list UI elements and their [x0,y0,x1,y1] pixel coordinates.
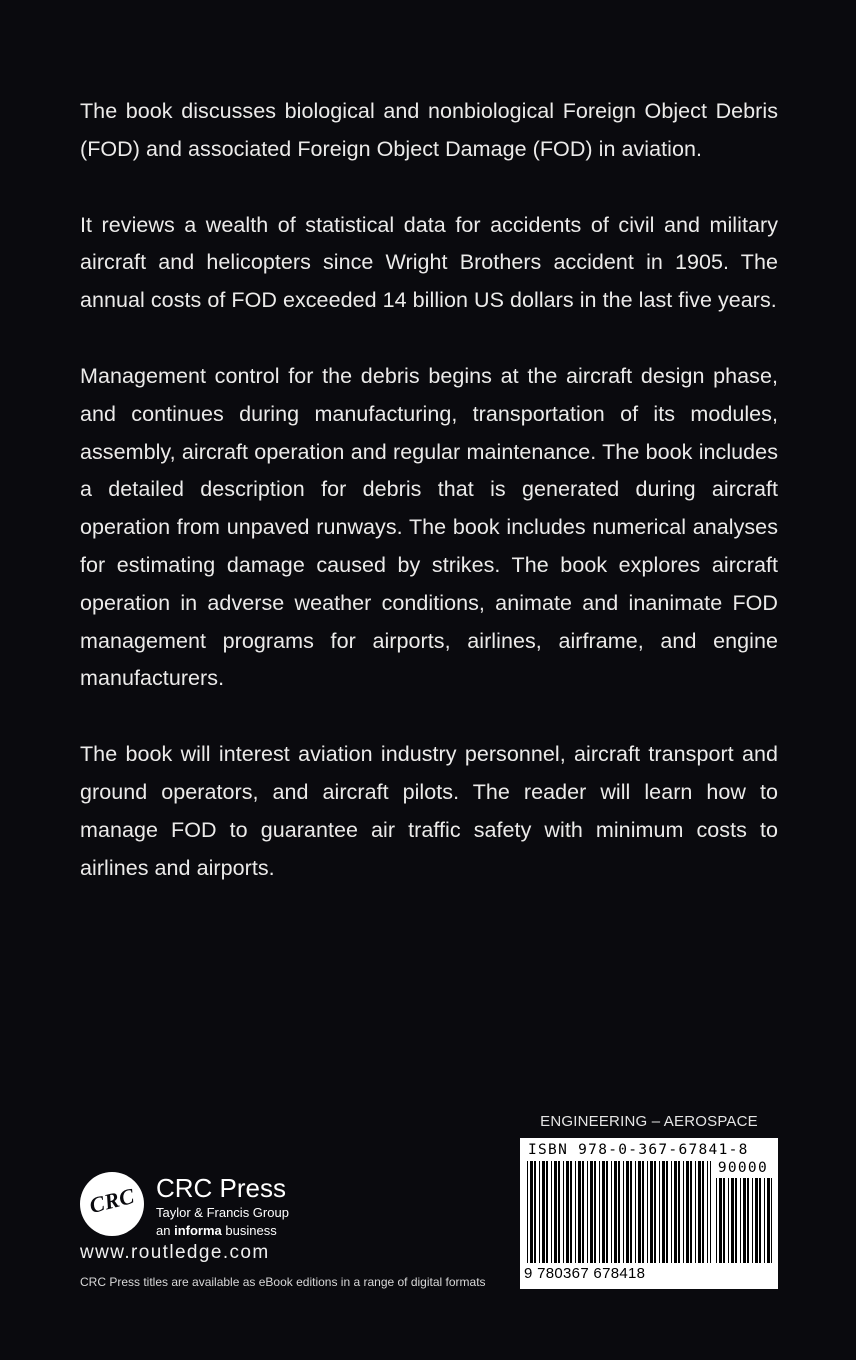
barcode-bar [575,1161,576,1263]
barcode-bar [614,1161,617,1263]
publisher-group: Taylor & Francis Group [156,1205,289,1220]
description-paragraph-4: The book will interest aviation industry personnel, aircraft transport and ground operators, and aircraft pilots. The reader will learn how to manage FOD to guarantee air traffic safety with minimum costs to airlines and airports. [80,742,778,880]
barcode-bar [731,1178,734,1263]
barcode-bar [582,1161,584,1263]
barcode-bar [659,1161,660,1263]
barcode-bar [740,1178,741,1263]
barcode-bar [767,1178,770,1263]
back-cover-description [80,93,778,925]
barcode-bar [558,1161,560,1263]
barcode-bar [542,1161,545,1263]
crc-logo-text: CRC [86,1182,137,1219]
barcode-bar [654,1161,656,1263]
barcode-bar [695,1161,696,1263]
subject-category: ENGINEERING – AEROSPACE [540,1113,758,1130]
description-paragraph-3: Management control for the debris begins at the aircraft design phase, and continues during manufacturing, transportation of its modules, assembly, aircraft operation and regular maintenance. The book includes a detailed description for debris that is generated during aircraft operation from unpaved runways. The book includes numerical analyses for estimating damage caused by strikes. The book explores aircraft operation in adverse weather conditions, animate and inanimate FOD management programs for airports, airlines, airframe, and engine manufacturers. [80,363,778,691]
barcode-bar [698,1161,701,1263]
publisher-website: www.routledge.com [80,1242,270,1263]
barcode-bar [719,1178,722,1263]
barcode-bar [578,1161,581,1263]
barcode-bar [702,1161,704,1263]
barcode-bar [546,1161,548,1263]
barcode-bar [647,1161,648,1263]
barcode-bar [671,1161,672,1263]
barcode-bar [707,1161,708,1263]
barcode-bar [735,1178,737,1263]
barcode-bar [764,1178,765,1263]
barcode-bar [752,1178,753,1263]
ebook-availability-note: CRC Press titles are available as eBook editions in a range of digital formats [80,1275,486,1289]
crc-logo [80,1172,144,1236]
barcode-bar [666,1161,668,1263]
barcode-bar [599,1161,600,1263]
barcode-bar [626,1161,629,1263]
barcode-bar [530,1161,533,1263]
barcode-bar [723,1178,725,1263]
barcode-bar [755,1178,758,1263]
barcode-bar [638,1161,641,1263]
barcode-bar [642,1161,644,1263]
informa-prefix: an [156,1223,171,1238]
barcode-bar [606,1161,608,1263]
barcode-bar [527,1161,528,1263]
barcode-bar [594,1161,596,1263]
barcode-bar [635,1161,636,1263]
ean-barcode-bars [527,1161,711,1263]
barcode-bar [587,1161,588,1263]
barcode-bar [747,1178,749,1263]
supplement-barcode-bars [716,1178,772,1263]
barcode-bar [534,1161,536,1263]
barcode-bar [630,1161,632,1263]
barcode-bar [683,1161,684,1263]
publisher-name: CRC Press [156,1173,287,1203]
barcode-bar [563,1161,564,1263]
barcode-bar [554,1161,557,1263]
barcode-bar [710,1161,711,1263]
description-paragraph-2: It reviews a wealth of statistical data for accidents of civil and military aircraft and helicopters since Wright Brothers accident in 1905. The annual costs of FOD exceeded 14 billion US dollars in the last five years. [80,212,778,313]
description-paragraph-1: The book discusses biological and nonbiological Foreign Object Debris (FOD) and associated Foreign Object Damage (FOD) in aviation. [80,99,778,161]
barcode-bar [623,1161,624,1263]
barcode-bar [551,1161,552,1263]
barcode-bar [771,1178,772,1263]
barcode-bar [728,1178,729,1263]
barcode-bar [650,1161,653,1263]
barcode-bar [674,1161,677,1263]
barcode-bar [716,1178,717,1263]
barcode-bar [690,1161,692,1263]
barcode-bar [570,1161,572,1263]
price-code: 90000 [717,1160,768,1176]
barcode-bar [566,1161,569,1263]
barcode-bar [662,1161,665,1263]
barcode-bar [602,1161,605,1263]
barcode-bar [678,1161,680,1263]
informa-business-line [156,1223,277,1238]
informa-word: informa [174,1223,222,1238]
informa-suffix: business [225,1223,277,1238]
isbn-barcode [520,1138,778,1289]
barcode-bar [590,1161,593,1263]
barcode-bar [686,1161,689,1263]
isbn-number: ISBN 978-0-367-67841-8 [528,1142,749,1158]
barcode-bar [539,1161,540,1263]
barcode-bar [743,1178,746,1263]
barcode-bar [759,1178,761,1263]
barcode-bar [618,1161,620,1263]
barcode-bar [611,1161,612,1263]
ean-digits: 9 780367 678418 [524,1265,646,1282]
